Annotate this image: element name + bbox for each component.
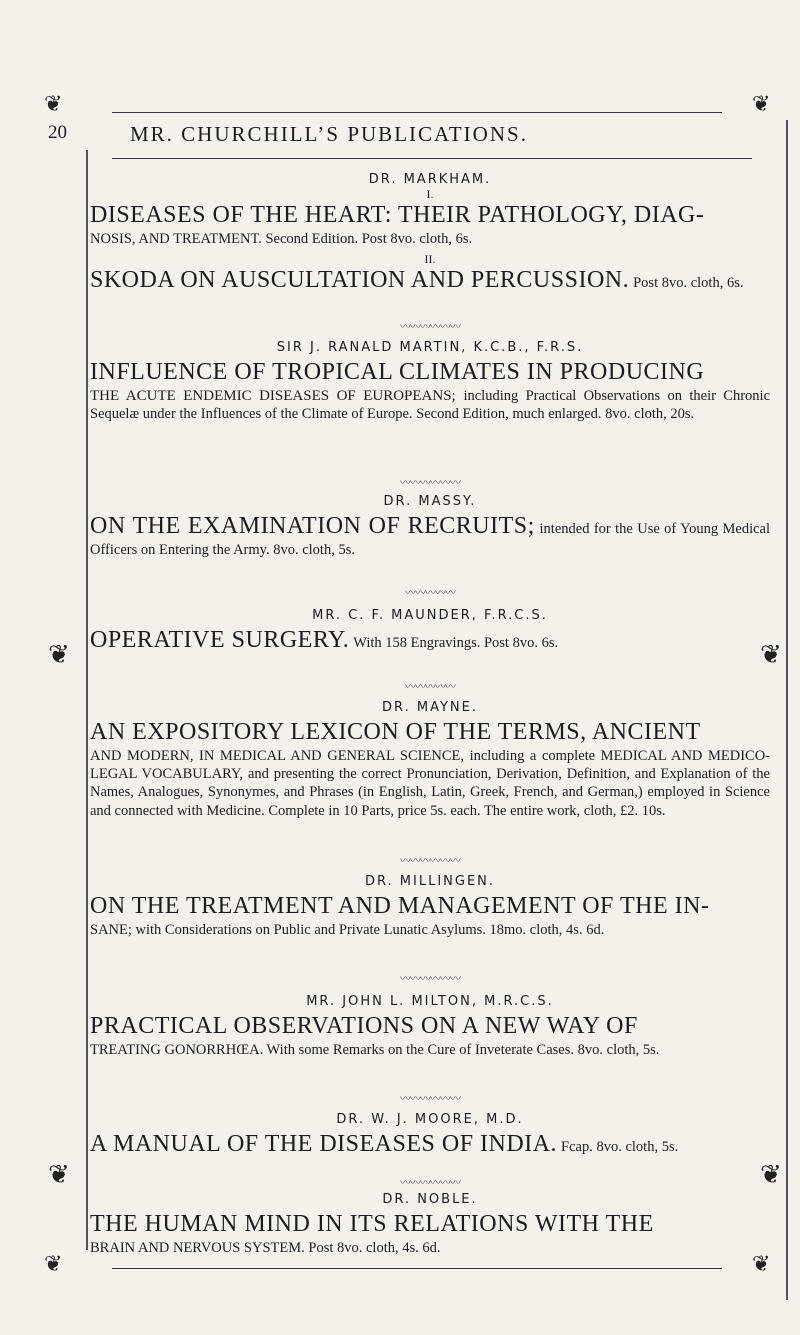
section-separator: 〰〰〰〰〰〰 (400, 1092, 460, 1105)
entry-martin (90, 340, 770, 423)
bottom-rule (112, 1268, 722, 1269)
book-details: intended for the Use of Young Medical Officers on Entering the Army. 8vo. cloth, 5s. (90, 521, 771, 558)
book-details: AND MODERN, IN MEDICAL AND GENERAL SCIENCE, including a complete MEDICAL AND MEDICO-LEGAL VOCABULARY, and presenting the correct Pronunciation, Derivation, Definition, and Explanation of the Names, Analogues, Synonymes, and Phrases (in English, Latin, Greek, French, and German,) employed in Science and connected with Medicine. Complete in 10 Parts, price 5s. each. The entire work, cloth, £2. 10s. (90, 747, 770, 819)
left-border (86, 150, 88, 1250)
item-numeral: I. (426, 187, 434, 201)
section-separator: 〰〰〰〰〰〰 (400, 854, 460, 867)
book-title: AN EXPOSITORY LEXICON OF THE TERMS, ANCIENT (90, 719, 701, 745)
section-separator: 〰〰〰〰〰〰 (400, 972, 460, 985)
entry-millingen (90, 874, 770, 939)
entry-mayne (90, 700, 770, 820)
running-title: MR. CHURCHILL’S PUBLICATIONS. (130, 122, 528, 146)
author-heading: DR. MASSY. (383, 494, 477, 509)
book-title: SKODA ON AUSCULTATION AND PERCUSSION. (90, 266, 630, 293)
side-ornament-right-lower: ❦ (760, 1160, 782, 1190)
section-separator: 〰〰〰〰〰〰 (400, 1176, 460, 1189)
book-details: Fcap. 8vo. cloth, 5s. (561, 1139, 679, 1155)
corner-ornament-bottom-right: ❦ (752, 1252, 771, 1277)
book-details: including Practical Observations on their Chronic Sequelæ under the Influences of the Climate of Europe. Second Edition, much enlarged. 8vo. cloth, 20s. (90, 387, 771, 422)
author-heading: DR. MARKHAM. (368, 172, 492, 187)
top-rule (112, 112, 722, 113)
entry-markham (90, 172, 770, 295)
corner-ornament-top-left: ❦ (44, 92, 63, 117)
entry-massy (90, 494, 770, 559)
book-details: Post 8vo. cloth, 6s. (633, 274, 744, 291)
entry-moore (90, 1112, 770, 1159)
author-heading: MR. C. F. MAUNDER, F.R.C.S. (312, 608, 548, 623)
side-ornament-left-upper: ❦ (48, 640, 70, 670)
entry-noble (90, 1192, 770, 1257)
book-details: TREATING GONORRHŒA. With some Remarks on the Cure of Inveterate Cases. 8vo. cloth, 5s. (90, 1041, 660, 1058)
item-numeral: II. (424, 251, 436, 266)
author-heading: DR. MILLINGEN. (364, 874, 496, 889)
corner-ornament-bottom-left: ❦ (44, 1252, 63, 1277)
section-separator: 〰〰〰〰〰〰 (400, 476, 460, 489)
book-details: BRAIN AND NERVOUS SYSTEM. Post 8vo. cloth, 4s. 6d. (90, 1239, 441, 1256)
book-details: NOSIS, AND TREATMENT. Second Edition. Post 8vo. cloth, 6s. (90, 230, 473, 247)
header-rule (112, 158, 752, 159)
side-ornament-left-lower: ❦ (48, 1160, 70, 1190)
section-separator: 〰〰〰〰〰 (405, 680, 455, 693)
page-number: 20 (48, 122, 67, 143)
section-separator: 〰〰〰〰〰〰 (400, 320, 460, 333)
section-separator: 〰〰〰〰〰 (405, 586, 455, 599)
book-title: OPERATIVE SURGERY. (90, 627, 350, 653)
side-ornament-right-upper: ❦ (760, 640, 782, 670)
entry-milton (90, 994, 770, 1059)
author-heading: MR. JOHN L. MILTON, M.R.C.S. (306, 994, 554, 1009)
book-title: A MANUAL OF THE DISEASES OF INDIA. (90, 1131, 558, 1157)
right-border (786, 120, 788, 1300)
book-details: With 158 Engravings. Post 8vo. 6s. (353, 635, 559, 651)
book-subtitle: THE ACUTE ENDEMIC DISEASES OF EUROPEANS; (90, 387, 456, 404)
book-details: SANE; with Considerations on Public and Private Lunatic Asylums. 18mo. cloth, 4s. 6d. (90, 921, 605, 938)
author-heading: DR. NOBLE. (382, 1192, 478, 1207)
book-title: ON THE EXAMINATION OF RECRUITS; (90, 513, 535, 539)
author-heading: DR. MAYNE. (382, 700, 478, 715)
corner-ornament-top-right: ❦ (752, 92, 771, 117)
book-title: DISEASES OF THE HEART: THEIR PATHOLOGY, DIAG- (90, 202, 705, 228)
book-title: INFLUENCE OF TROPICAL CLIMATES IN PRODUCING (90, 359, 705, 385)
author-heading: DR. W. J. MOORE, M.D. (336, 1112, 524, 1127)
book-title: ON THE TREATMENT AND MANAGEMENT OF THE IN- (90, 893, 710, 919)
book-title: THE HUMAN MIND IN ITS RELATIONS WITH THE (90, 1211, 654, 1237)
author-heading: SIR J. RANALD MARTIN, K.C.B., F.R.S. (276, 340, 584, 355)
entry-maunder (90, 608, 770, 655)
book-title: PRACTICAL OBSERVATIONS ON A NEW WAY OF (90, 1013, 638, 1039)
